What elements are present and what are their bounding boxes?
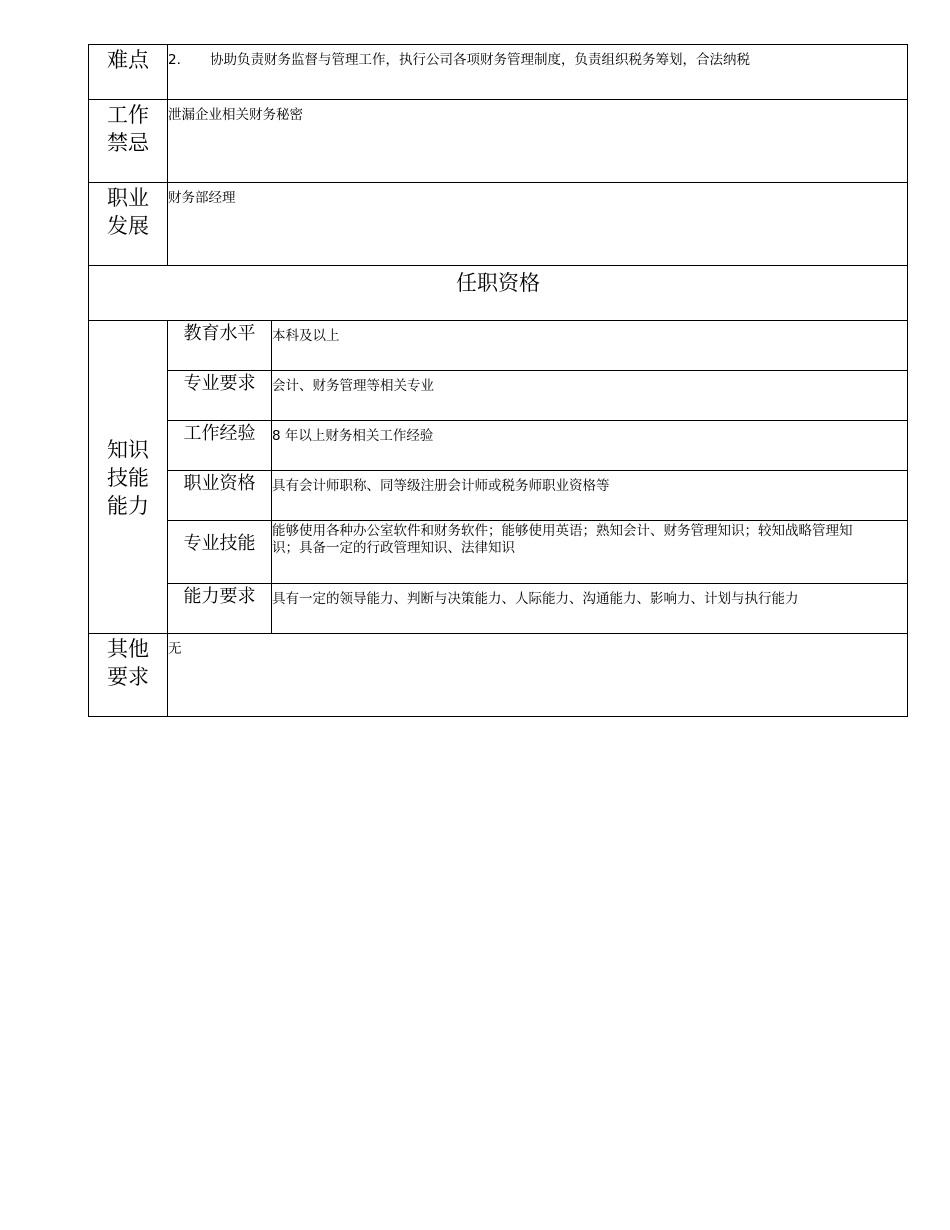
experience-value: 8 年以上财务相关工作经验 — [272, 421, 908, 471]
taboo-value — [168, 100, 908, 183]
other-text: 无 — [168, 641, 182, 657]
major-label: 专业要求 — [168, 371, 272, 421]
career-label-line2: 发展 — [107, 214, 149, 238]
taboo-label — [89, 100, 168, 183]
difficulty-label — [89, 45, 168, 100]
other-label-line2: 要求 — [107, 665, 149, 689]
education-label: 教育水平 — [168, 321, 272, 371]
ability-label: 能力要求 — [168, 584, 272, 634]
other-label-line1: 其他 — [107, 637, 149, 661]
ability-value: 具有一定的领导能力、判断与决策能力、人际能力、沟通能力、影响力、计划与执行能力 — [272, 584, 908, 634]
skills-value: 能够使用各种办公室软件和财务软件；能够使用英语；熟知会计、财务管理知识；较知战略管理知识；具备一定的行政管理知识、法律知识 — [272, 521, 908, 584]
knowledge-label — [89, 321, 168, 634]
major-value: 会计、财务管理等相关专业 — [272, 371, 908, 421]
other-row — [89, 634, 908, 717]
taboo-label-line1: 工作 — [107, 103, 149, 127]
certification-value: 具有会计师职称、同等级注册会计师或税务师职业资格等 — [272, 471, 908, 521]
other-value — [168, 634, 908, 717]
qualification-header-row — [89, 266, 908, 321]
difficulty-label-text: 难点 — [107, 48, 149, 72]
taboo-row — [89, 100, 908, 183]
difficulty-row — [89, 45, 908, 100]
taboo-label-line2: 禁忌 — [107, 131, 149, 155]
knowledge-row-major — [89, 371, 908, 421]
qualification-title — [89, 266, 908, 321]
career-text: 财务部经理 — [168, 190, 236, 206]
difficulty-text: 协助负责财务监督与管理工作，执行公司各项财务管理制度，负责组织税务筹划，合法纳税 — [210, 52, 750, 68]
knowledge-row-certification — [89, 471, 908, 521]
knowledge-label-line2: 技能 — [107, 465, 149, 490]
knowledge-row-education — [89, 321, 908, 371]
taboo-text: 泄漏企业相关财务秘密 — [168, 107, 303, 123]
knowledge-row-experience — [89, 421, 908, 471]
knowledge-row-ability — [89, 584, 908, 634]
knowledge-label-line3: 能力 — [107, 493, 149, 518]
certification-label: 职业资格 — [168, 471, 272, 521]
skills-label: 专业技能 — [168, 521, 272, 584]
career-value — [168, 183, 908, 266]
qualification-title-text: 任职资格 — [456, 271, 540, 295]
difficulty-number: 2. — [168, 52, 181, 68]
other-label — [89, 634, 168, 717]
education-value: 本科及以上 — [272, 321, 908, 371]
career-row — [89, 183, 908, 266]
knowledge-row-skills — [89, 521, 908, 584]
career-label-line1: 职业 — [107, 186, 149, 210]
job-description-table — [88, 44, 908, 717]
career-label — [89, 183, 168, 266]
experience-label: 工作经验 — [168, 421, 272, 471]
difficulty-value — [168, 45, 908, 100]
knowledge-label-line1: 知识 — [107, 437, 149, 462]
